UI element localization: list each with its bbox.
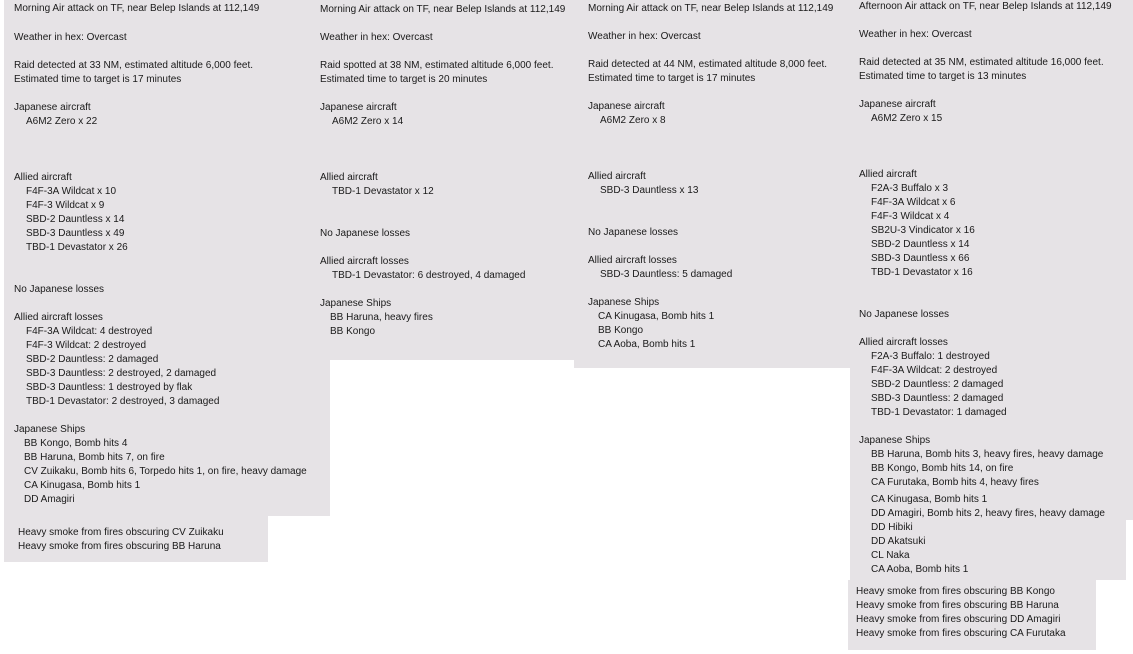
ship-item: DD Hibiki — [871, 522, 913, 533]
allied-aircraft-item: TBD-1 Devastator x 26 — [26, 242, 128, 253]
smoke-text: Heavy smoke from fires obscuring BB Haruna — [18, 541, 221, 552]
japanese-aircraft-header: Japanese aircraft — [859, 99, 936, 110]
allied-aircraft-item: TBD-1 Devastator x 12 — [332, 186, 434, 197]
report-title: Morning Air attack on TF, near Belep Islands at 112,149 — [588, 3, 834, 14]
allied-loss-item: SBD-3 Dauntless: 2 damaged — [871, 393, 1004, 404]
smoke-text: Heavy smoke from fires obscuring CA Furutaka — [856, 628, 1066, 639]
allied-loss-item: F4F-3A Wildcat: 4 destroyed — [26, 326, 153, 337]
allied-loss-item: TBD-1 Devastator: 2 destroyed, 3 damaged — [26, 396, 220, 407]
japanese-ships-header: Japanese Ships — [320, 298, 392, 309]
ship-item: DD Akatsuki — [871, 536, 926, 547]
ship-item: CA Aoba, Bomb hits 1 — [598, 339, 696, 350]
report-title: Morning Air attack on TF, near Belep Islands at 112,149 — [14, 3, 260, 14]
ship-item: BB Kongo — [598, 325, 644, 336]
report-title: Morning Air attack on TF, near Belep Islands at 112,149 — [320, 4, 566, 15]
ship-item: CL Naka — [871, 550, 910, 561]
japanese-ships-header: Japanese Ships — [588, 297, 660, 308]
ship-item: CA Kinugasa, Bomb hits 1 — [871, 494, 988, 505]
smoke-text: Heavy smoke from fires obscuring DD Amagiri — [856, 614, 1061, 625]
japanese-aircraft-item: A6M2 Zero x 22 — [26, 116, 98, 127]
allied-loss-item: F4F-3 Wildcat: 2 destroyed — [26, 340, 147, 351]
eta-text: Estimated time to target is 17 minutes — [14, 74, 182, 85]
japanese-losses-text: No Japanese losses — [859, 309, 950, 320]
allied-loss-item: F4F-3A Wildcat: 2 destroyed — [871, 365, 998, 376]
ship-item: DD Amagiri — [24, 494, 75, 505]
allied-losses-header: Allied aircraft losses — [588, 255, 677, 266]
smoke-text: Heavy smoke from fires obscuring CV Zuikaku — [18, 527, 224, 538]
ship-item: BB Haruna, Bomb hits 7, on fire — [24, 452, 165, 463]
eta-text: Estimated time to target is 17 minutes — [588, 73, 756, 84]
allied-losses-header: Allied aircraft losses — [320, 256, 409, 267]
allied-loss-item: SBD-3 Dauntless: 2 destroyed, 2 damaged — [26, 368, 217, 379]
detection-text: Raid detected at 33 NM, estimated altitude 6,000 feet. — [14, 60, 254, 71]
ship-item: CV Zuikaku, Bomb hits 6, Torpedo hits 1, on fire, heavy damage — [24, 466, 307, 477]
japanese-ships-header: Japanese Ships — [14, 424, 86, 435]
detection-text: Raid detected at 44 NM, estimated altitude 8,000 feet. — [588, 59, 828, 70]
allied-aircraft-item: TBD-1 Devastator x 16 — [871, 267, 973, 278]
japanese-aircraft-item: A6M2 Zero x 8 — [600, 115, 666, 126]
japanese-aircraft-item: A6M2 Zero x 14 — [332, 116, 404, 127]
japanese-losses-text: No Japanese losses — [320, 228, 411, 239]
weather-text: Weather in hex: Overcast — [859, 29, 972, 40]
allied-loss-item: SBD-2 Dauntless: 2 damaged — [871, 379, 1004, 390]
weather-text: Weather in hex: Overcast — [588, 31, 701, 42]
ship-item: BB Haruna, heavy fires — [330, 312, 433, 323]
ship-item: CA Furutaka, Bomb hits 4, heavy fires — [871, 477, 1039, 488]
japanese-aircraft-header: Japanese aircraft — [14, 102, 91, 113]
allied-aircraft-item: SBD-3 Dauntless x 13 — [600, 185, 699, 196]
japanese-losses-text: No Japanese losses — [14, 284, 105, 295]
allied-aircraft-item: F2A-3 Buffalo x 3 — [871, 183, 949, 194]
detection-text: Raid spotted at 38 NM, estimated altitude 6,000 feet. — [320, 60, 554, 71]
allied-aircraft-item: SBD-2 Dauntless x 14 — [871, 239, 970, 250]
allied-aircraft-header: Allied aircraft — [859, 169, 917, 180]
weather-text: Weather in hex: Overcast — [14, 32, 127, 43]
allied-aircraft-item: F4F-3A Wildcat x 6 — [871, 197, 956, 208]
allied-loss-item: TBD-1 Devastator: 6 destroyed, 4 damaged — [332, 270, 526, 281]
ship-item: BB Kongo — [330, 326, 376, 337]
allied-aircraft-item: SBD-3 Dauntless x 49 — [26, 228, 125, 239]
allied-aircraft-item: F4F-3 Wildcat x 9 — [26, 200, 105, 211]
ship-item: DD Amagiri, Bomb hits 2, heavy fires, heavy damage — [871, 508, 1105, 519]
japanese-losses-text: No Japanese losses — [588, 227, 679, 238]
ship-item: BB Kongo, Bomb hits 14, on fire — [871, 463, 1014, 474]
eta-text: Estimated time to target is 20 minutes — [320, 74, 488, 85]
ship-item: CA Aoba, Bomb hits 1 — [871, 564, 969, 575]
japanese-aircraft-header: Japanese aircraft — [588, 101, 665, 112]
allied-losses-header: Allied aircraft losses — [14, 312, 103, 323]
ship-item: CA Kinugasa, Bomb hits 1 — [598, 311, 715, 322]
report-title: Afternoon Air attack on TF, near Belep Islands at 112,149 — [859, 1, 1112, 12]
japanese-aircraft-header: Japanese aircraft — [320, 102, 397, 113]
weather-text: Weather in hex: Overcast — [320, 32, 433, 43]
ship-item: CA Kinugasa, Bomb hits 1 — [24, 480, 141, 491]
allied-aircraft-item: SBD-2 Dauntless x 14 — [26, 214, 125, 225]
japanese-ships-header: Japanese Ships — [859, 435, 931, 446]
smoke-text: Heavy smoke from fires obscuring BB Kongo — [856, 586, 1055, 597]
eta-text: Estimated time to target is 13 minutes — [859, 71, 1027, 82]
allied-aircraft-item: SB2U-3 Vindicator x 16 — [871, 225, 975, 236]
allied-aircraft-item: F4F-3A Wildcat x 10 — [26, 186, 117, 197]
allied-aircraft-header: Allied aircraft — [14, 172, 72, 183]
allied-loss-item: SBD-3 Dauntless: 5 damaged — [600, 269, 733, 280]
smoke-text: Heavy smoke from fires obscuring BB Haruna — [856, 600, 1059, 611]
ship-item: BB Haruna, Bomb hits 3, heavy fires, heavy damage — [871, 449, 1104, 460]
allied-aircraft-header: Allied aircraft — [588, 171, 646, 182]
allied-aircraft-header: Allied aircraft — [320, 172, 378, 183]
detection-text: Raid detected at 35 NM, estimated altitude 16,000 feet. — [859, 57, 1104, 68]
allied-losses-header: Allied aircraft losses — [859, 337, 948, 348]
allied-aircraft-item: F4F-3 Wildcat x 4 — [871, 211, 950, 222]
allied-loss-item: SBD-2 Dauntless: 2 damaged — [26, 354, 159, 365]
allied-loss-item: TBD-1 Devastator: 1 damaged — [871, 407, 1007, 418]
ship-item: BB Kongo, Bomb hits 4 — [24, 438, 128, 449]
allied-aircraft-item: SBD-3 Dauntless x 66 — [871, 253, 970, 264]
allied-loss-item: SBD-3 Dauntless: 1 destroyed by flak — [26, 382, 193, 393]
allied-loss-item: F2A-3 Buffalo: 1 destroyed — [871, 351, 990, 362]
japanese-aircraft-item: A6M2 Zero x 15 — [871, 113, 943, 124]
